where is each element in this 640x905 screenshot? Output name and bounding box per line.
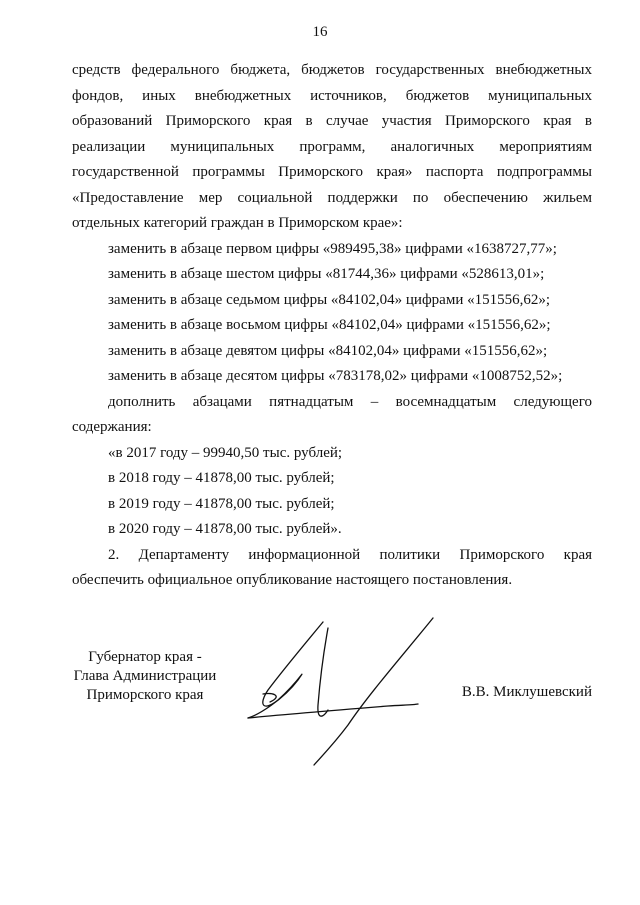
year-amount-line: «в 2017 году – 99940,50 тыс. рублей; (108, 444, 343, 461)
replacement-line: заменить в абзаце восьмом цифры «84102,04» цифрами «151556,62»; (108, 317, 551, 333)
signatory-title-line: Глава Администрации (73, 668, 217, 684)
replacement-line: заменить в абзаце первом цифры «989495,38» цифрами «1638727,77»; (108, 240, 557, 257)
intro-line: «Предоставление мер социальной поддержки по обеспечению жильем (72, 189, 592, 206)
supplement-line: дополнить абзацами пятнадцатым – восемнадцатым следующего (108, 393, 592, 410)
handwritten-signature (228, 610, 458, 770)
supplement-line-last: содержания: (72, 419, 152, 435)
year-amount-line: в 2018 году – 41878,00 тыс. рублей; (108, 470, 335, 486)
signatory-title-line: Приморского края (86, 687, 204, 703)
intro-line: реализации муниципальных программ, аналогичных мероприятиям (72, 138, 592, 155)
intro-line-last: отдельных категорий граждан в Приморском крае»: (72, 215, 403, 231)
replacement-line: заменить в абзаце десятом цифры «783178,02» цифрами «1008752,52»; (108, 368, 563, 384)
item-2-line: 2. Департаменту информационной политики Приморского края (108, 546, 592, 563)
page-number: 16 (312, 24, 328, 40)
signatory-title-line: Губернатор края - (88, 649, 202, 665)
replacement-line: заменить в абзаце шестом цифры «81744,36» цифрами «528613,01»; (108, 266, 545, 282)
intro-line: государственной программы Приморского края» паспорта подпрограммы (72, 164, 592, 180)
intro-line: образований Приморского края в случае участия Приморского края в (72, 113, 592, 129)
document-body (72, 58, 592, 594)
year-amount-line: в 2019 году – 41878,00 тыс. рублей; (108, 495, 335, 512)
replacement-line: заменить в абзаце седьмом цифры «84102,04» цифрами «151556,62»; (108, 291, 551, 308)
item-2-line-last: обеспечить официальное опубликование настоящего постановления. (72, 572, 513, 588)
signatory-title (60, 648, 230, 705)
signatory-name: В.В. Миклушевский (461, 684, 592, 700)
intro-line: фондов, иных внебюджетных источников, бюджетов муниципальных (72, 87, 592, 104)
year-amount-line: в 2020 году – 41878,00 тыс. рублей». (108, 521, 342, 537)
intro-line: средств федерального бюджета, бюджетов государственных внебюджетных (72, 62, 592, 78)
replacement-line: заменить в абзаце девятом цифры «84102,04» цифрами «151556,62»; (108, 342, 548, 359)
